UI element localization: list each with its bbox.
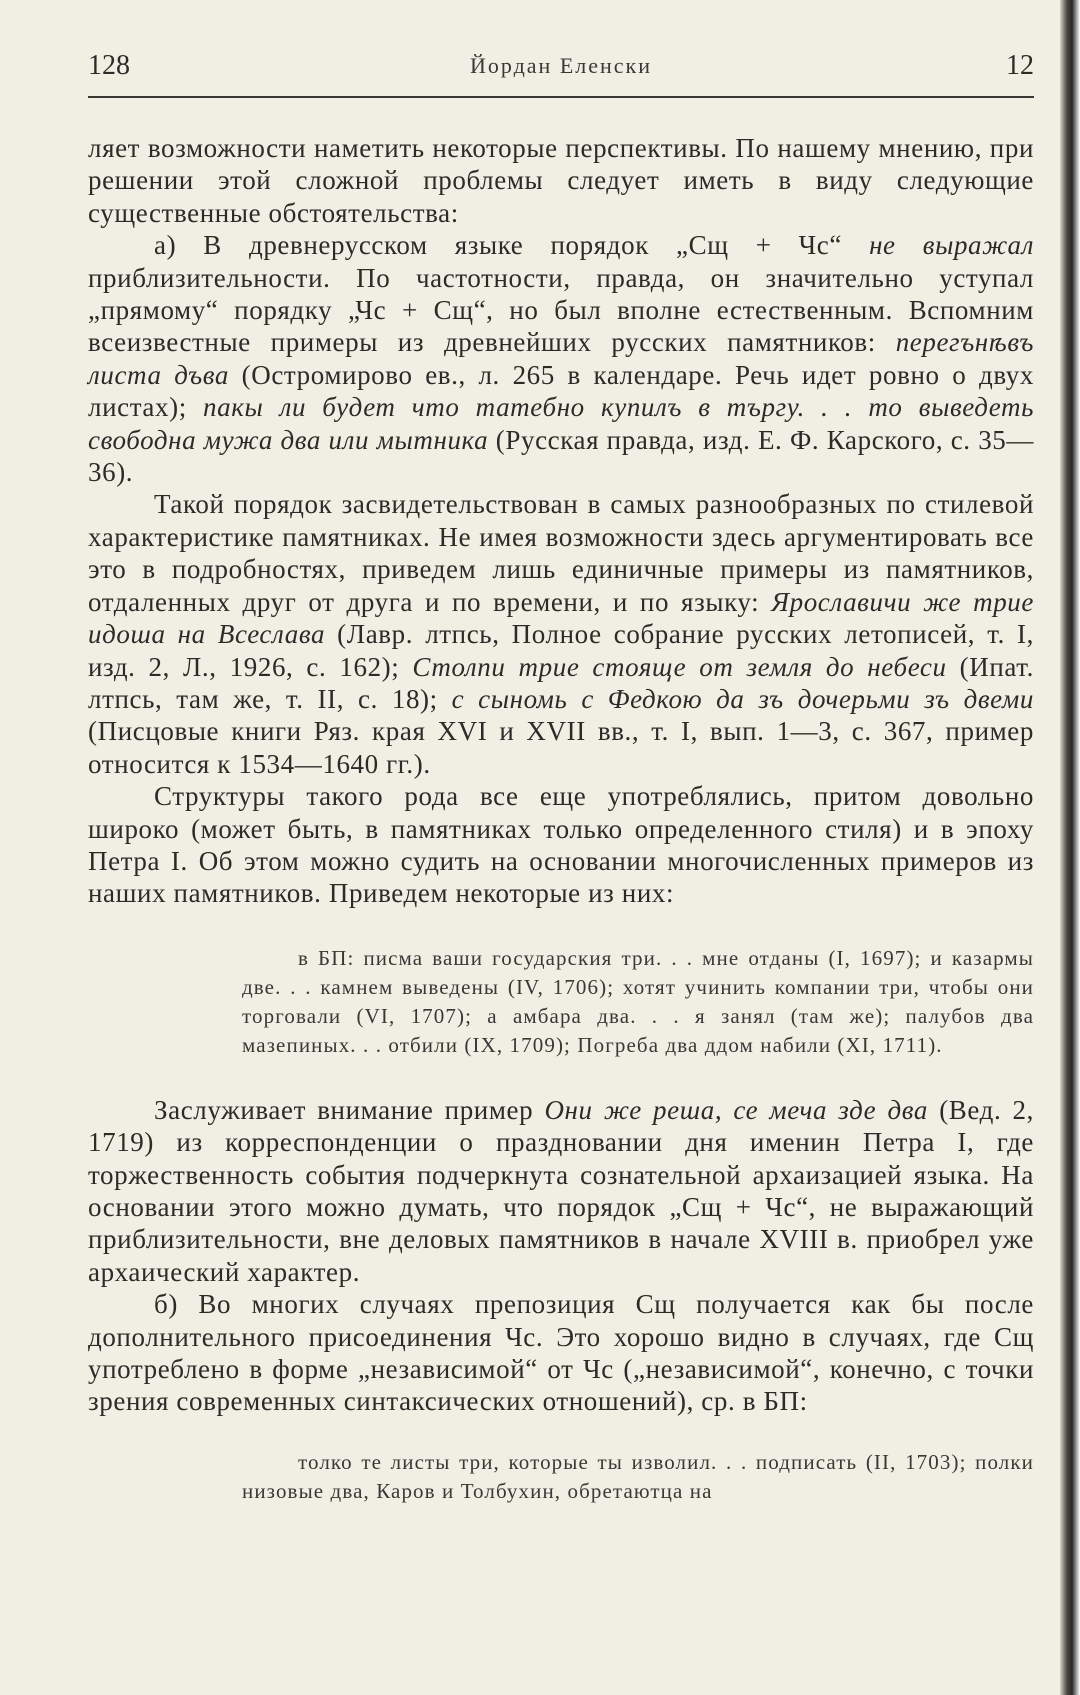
text-p2a_i3: пакы ли будет что татебно купилъ в търгу. . . то выведеть свободна мужа два или мытника bbox=[88, 392, 1034, 455]
block-quote-1 bbox=[242, 944, 1034, 1060]
paragraph-point-a bbox=[88, 229, 1034, 488]
text-p2a_4: (Русская правда, изд. Е. Ф. Карского, с. 35—36). bbox=[88, 424, 1034, 488]
text-p3_i1: Ярославичи же трие идоша на Всеслава bbox=[88, 586, 1034, 650]
book-spine-edge bbox=[1060, 0, 1080, 1695]
block-quote-2 bbox=[242, 1448, 1034, 1506]
header-rule bbox=[88, 96, 1034, 98]
text-p1: ляет возможности наметить некоторые перспективы. По нашему мнению, при решении этой сложной проблемы следует иметь в виду следующие существенные обстоятельства: bbox=[88, 133, 1034, 228]
text-p3_3: (Ипат. лтпсь, там же, т. II, с. 18); bbox=[88, 651, 1034, 714]
text-p5_i1: Они же реша, се меча зде два bbox=[544, 1094, 928, 1125]
paragraph-point-b bbox=[88, 1288, 1034, 1418]
text-p3_4: (Писцовые книги Ряз. края XVI и XVII вв., т. I, вып. 1—3, с. 367, пример относится к 1534—1640 гг.). bbox=[88, 716, 1034, 779]
page-number-left: 128 bbox=[88, 50, 130, 81]
text-p5_1: Заслуживает внимание пример bbox=[154, 1094, 545, 1125]
text-p2a_2: приблизительности. По частотности, правда, он значительно уступал „прямому“ порядку „Чс + Сщ“, но был вполне естественным. Вспомним всеизвестные примеры из древнейших русских памятников: bbox=[88, 262, 1034, 358]
text-p3_i2: Столпи трие стояще от земля до небеси bbox=[412, 651, 947, 682]
text-p2a_3: (Остромирово ев., л. 265 в календаре. Речь идет ровно о двух листах); bbox=[88, 359, 1034, 423]
text-p6: б) Во многих случаях препозиция Сщ получается как бы после дополнительного присоединения Чс. Это хорошо видно в случаях, где Сщ употреблено в форме „независимой“ от Чс („независимой“, конечно, с точки зрения современных синтаксических отношений), ср. в БП: bbox=[88, 1289, 1034, 1417]
running-header bbox=[88, 50, 1034, 90]
running-title: Йордан Еленски bbox=[469, 53, 652, 78]
text-p3_2: (Лавр. лтпсь, Полное собрание русских летописей, т. I, изд. 2, Л., 1926, с. 162); bbox=[88, 619, 1034, 682]
text-p3_i3: с сыномь с Федкою да зъ дочерьми зъ двеми bbox=[451, 683, 1034, 714]
paragraph-examples bbox=[88, 488, 1034, 780]
text-p2a_i1: не выражал bbox=[869, 230, 1034, 261]
text-q2: толко те листы три, которые ты изволил. . . подписать (II, 1703); полки низовые два, Каров и Толбухин, обретаютца на bbox=[242, 1449, 1034, 1503]
text-p4: Структуры такого рода все еще употреблялись, притом довольно широко (может быть, в памятниках только определенного стиля) и в эпоху Петра I. Об этом можно судить на основании многочисленных примеров из наших памятников. Приведем некоторые из них: bbox=[88, 781, 1034, 909]
text-p2a_i2: перегънѣвъ листа дъва bbox=[88, 327, 1034, 390]
text-p5_2: (Вед. 2, 1719) из корреспонденции о праздновании дня именин Петра I, где торжественность события подчеркнута сознательной архаизацией языка. На основании этого можно думать, что порядок „Сщ + Чс“, не выражающий приблизительности, вне деловых памятников в начале XVIII в. приобрел уже архаический характер. bbox=[88, 1094, 1035, 1287]
text-p2a_1: а) В древнерусском языке порядок „Сщ + Чс“ bbox=[154, 230, 870, 261]
main-text bbox=[88, 132, 1034, 1506]
paragraph-continuation bbox=[88, 132, 1034, 229]
text-q1: в БП: писма ваши государския три. . . мне отданы (I, 1697); и казармы две. . . камнем выведены (IV, 1706); хотят учинить компании три, чтобы они торговали (VI, 1707); а амбара два. . . я занял (там же); палубов два мазепиных. . . отбили (IX, 1709); Погреба два ддом набили (XI, 1711). bbox=[242, 945, 1034, 1057]
page-number-right: 12 bbox=[1006, 50, 1034, 81]
paragraph-archaic bbox=[88, 1094, 1034, 1288]
paragraph-peter-era bbox=[88, 780, 1034, 910]
text-p3_1: Такой порядок засвидетельствован в самых разнообразных по стилевой характеристике памятниках. Не имея возможности здесь аргументировать все это в подробностях, приведем лишь единичные примеры из памятников, отдаленных друг от друга и по времени, и по языку: bbox=[88, 489, 1034, 617]
